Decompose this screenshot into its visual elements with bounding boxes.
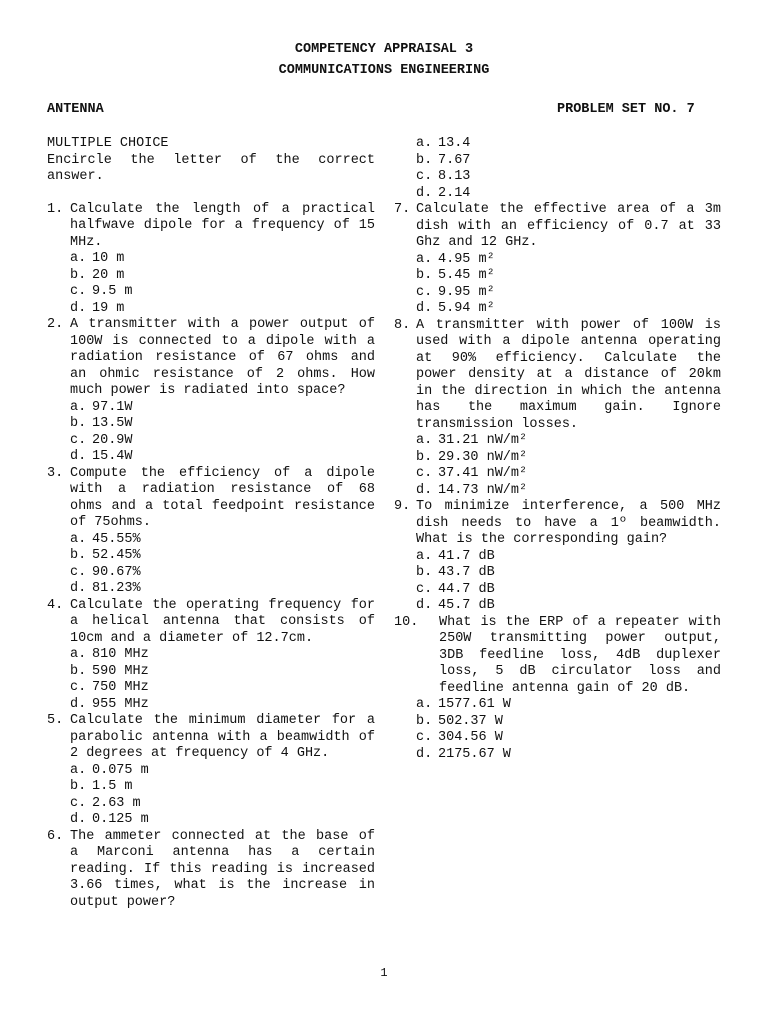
option-text: 304.56 W: [438, 730, 503, 745]
option-text: 19 m: [92, 300, 125, 316]
option-letter: a.: [70, 399, 87, 415]
page-number: 1: [380, 966, 388, 980]
option-letter: c.: [70, 680, 87, 695]
option-text: 1577.61 W: [438, 697, 511, 712]
answer-option: [394, 136, 721, 153]
option-text: 45.7 dB: [438, 598, 495, 613]
option-letter: d.: [70, 812, 87, 827]
option-letter: b.: [416, 268, 433, 283]
document-title: COMPETENCY APPRAISAL 3: [294, 42, 474, 57]
question-text: Calculate the length of a practical halfwave dipole for a frequency of 15 MHz.: [70, 201, 375, 250]
option-text: 2.63 m: [92, 795, 141, 811]
option-text: 2.14: [438, 185, 471, 201]
answer-option: [47, 763, 375, 780]
option-letter: a.: [70, 531, 87, 547]
answer-option: [394, 598, 721, 615]
option-text: 0.075 m: [92, 762, 149, 778]
answer-option: [47, 796, 375, 813]
option-text: 81.23%: [92, 581, 141, 596]
option-letter: c.: [416, 581, 433, 597]
option-text: 502.37 W: [438, 713, 503, 729]
option-letter: a.: [70, 762, 87, 778]
answer-option: [394, 285, 721, 302]
option-text: 15.4W: [92, 449, 133, 464]
option-text: 0.125 m: [92, 812, 149, 827]
answer-option: [394, 450, 721, 467]
answer-option: [394, 565, 721, 582]
answer-option: [394, 268, 721, 285]
question-text: What is the ERP of a repeater with 250W transmitting power output, 3DB feedline loss, 4dB duplexer loss, 5 dB circulator loss and feedline antenna gain of 20 dB.: [439, 614, 721, 696]
option-text: 14.73 nW/m²: [438, 482, 528, 498]
option-letter: d.: [70, 581, 87, 596]
option-text: 45.55%: [92, 531, 141, 547]
question-text: Calculate the effective area of a 3m dish with an efficiency of 0.7 at 33 Ghz and 12 GHz.: [416, 202, 721, 250]
option-letter: c.: [70, 795, 87, 811]
answer-option: [47, 400, 375, 417]
answer-option: [394, 483, 721, 500]
answer-option: [394, 433, 721, 450]
option-text: 44.7 dB: [438, 581, 495, 597]
answer-option: [47, 251, 375, 268]
option-letter: d.: [416, 482, 433, 498]
option-letter: a.: [416, 433, 433, 448]
answer-option: [47, 680, 375, 697]
option-text: 8.13: [438, 169, 471, 184]
question-text: Compute the efficiency of a dipole with a radiation resistance of 68 ohms and a total feedpoint resistance of 75ohms.: [70, 465, 375, 530]
option-text: 2175.67 W: [438, 746, 511, 762]
question-item: [47, 598, 375, 714]
answer-option: [47, 664, 375, 681]
option-text: 29.30 nW/m²: [438, 449, 528, 465]
answer-option: [47, 301, 375, 318]
answer-option: [47, 449, 375, 466]
question-item: [394, 318, 721, 500]
question-item: [394, 202, 721, 318]
option-text: 7.67: [438, 152, 471, 168]
answer-option: [394, 301, 721, 318]
option-letter: b.: [416, 449, 433, 465]
right-questions: [394, 202, 721, 763]
option-letter: d.: [416, 746, 433, 762]
question-number: 5.: [47, 713, 64, 728]
option-letter: c.: [416, 730, 433, 745]
option-text: 20 m: [92, 267, 125, 283]
answer-option: [394, 714, 721, 731]
option-text: 43.7 dB: [438, 565, 495, 580]
intro-instruction: Encircle the letter of the correct answer.: [47, 152, 375, 184]
answer-option: [47, 647, 375, 664]
question-number: 3.: [47, 465, 64, 481]
option-letter: a.: [70, 647, 87, 662]
option-text: 41.7 dB: [438, 548, 495, 564]
answer-option: [394, 697, 721, 714]
option-text: 13.5W: [92, 416, 133, 431]
option-letter: c.: [416, 169, 433, 184]
question-number: 8.: [394, 317, 411, 333]
question-item: [47, 713, 375, 829]
answer-option: [394, 730, 721, 747]
question-number: 1.: [47, 201, 64, 217]
option-text: 20.9W: [92, 432, 133, 448]
option-letter: b.: [70, 548, 87, 563]
left-questions: [47, 202, 375, 912]
question-item: [47, 829, 375, 912]
left-column: [47, 136, 375, 911]
question-number: 7.: [394, 202, 411, 217]
answer-option: [47, 433, 375, 450]
option-text: 31.21 nW/m²: [438, 433, 528, 448]
question-item: [47, 466, 375, 598]
answer-option: [47, 697, 375, 714]
answer-option: [394, 186, 721, 203]
option-text: 5.94 m²: [438, 301, 495, 316]
question-number: 9.: [394, 499, 411, 514]
question-number: 2.: [47, 317, 64, 332]
option-text: 955 MHz: [92, 696, 149, 712]
question-number: 4.: [47, 597, 64, 613]
option-text: 4.95 m²: [438, 251, 495, 267]
question-item: [47, 202, 375, 318]
problem-set-label: PROBLEM SET NO. 7: [557, 102, 695, 117]
option-text: 810 MHz: [92, 647, 149, 662]
option-text: 9.5 m: [92, 284, 133, 299]
option-text: 9.95 m²: [438, 284, 495, 300]
option-letter: d.: [416, 598, 433, 613]
option-text: 37.41 nW/m²: [438, 466, 528, 481]
option-letter: c.: [70, 432, 87, 448]
option-letter: a.: [416, 697, 433, 712]
question-number: 10.: [394, 614, 419, 630]
option-letter: d.: [416, 301, 433, 316]
option-letter: d.: [70, 696, 87, 712]
question-item: [394, 615, 721, 764]
option-letter: c.: [70, 284, 87, 299]
answer-option: [394, 252, 721, 269]
option-text: 590 MHz: [92, 663, 149, 679]
right-column: [394, 136, 721, 763]
option-letter: b.: [70, 416, 87, 431]
question-text: A transmitter with a power output of 100W is connected to a dipole with a radiation resistance of 67 ohms and an ohmic resistance of 2 ohms. How much power is radiated into space?: [70, 317, 375, 398]
option-letter: c.: [70, 564, 87, 580]
option-text: 1.5 m: [92, 779, 133, 794]
answer-option: [394, 747, 721, 764]
option-text: 750 MHz: [92, 680, 149, 695]
question-item: [394, 499, 721, 615]
option-letter: b.: [416, 713, 433, 729]
q6-options: [394, 136, 721, 202]
answer-option: [394, 153, 721, 170]
option-letter: d.: [416, 185, 433, 201]
option-letter: a.: [416, 548, 433, 564]
option-text: 90.67%: [92, 564, 141, 580]
answer-option: [394, 549, 721, 566]
section-topic: ANTENNA: [47, 102, 104, 117]
answer-option: [47, 548, 375, 565]
answer-option: [47, 532, 375, 549]
option-letter: c.: [416, 466, 433, 481]
option-letter: b.: [416, 152, 433, 168]
question-text: To minimize interference, a 500 MHz dish needs to have a 1º beamwidth. What is the corresponding gain?: [416, 499, 721, 547]
answer-option: [394, 169, 721, 186]
document-subtitle: COMMUNICATIONS ENGINEERING: [278, 63, 490, 78]
option-letter: b.: [70, 267, 87, 283]
answer-option: [47, 581, 375, 598]
answer-option: [47, 268, 375, 285]
answer-option: [47, 416, 375, 433]
option-letter: c.: [416, 284, 433, 300]
answer-option: [47, 565, 375, 582]
option-letter: b.: [70, 779, 87, 794]
option-text: 13.4: [438, 136, 471, 151]
option-letter: d.: [70, 300, 87, 316]
intro-title: MULTIPLE CHOICE: [47, 136, 169, 151]
option-letter: d.: [70, 449, 87, 464]
option-text: 10 m: [92, 251, 125, 266]
answer-option: [394, 582, 721, 599]
option-letter: b.: [416, 565, 433, 580]
question-text: A transmitter with power of 100W is used with a dipole antenna operating at 90% efficiency. Calculate the power density at a distance of 20km in the direction in which the antenna has the maximum gain. Ignore transmission losses.: [416, 317, 721, 432]
option-text: 52.45%: [92, 548, 141, 563]
question-text: Calculate the minimum diameter for a parabolic antenna with a beamwidth of 2 degrees at frequency of 4 GHz.: [70, 713, 375, 761]
question-text: Calculate the operating frequency for a helical antenna that consists of 10cm and a diameter of 12.7cm.: [70, 597, 375, 646]
option-letter: a.: [416, 251, 433, 267]
question-text: The ammeter connected at the base of a Marconi antenna has a certain reading. If this reading is increased 3.66 times, what is the increase in output power?: [70, 828, 375, 910]
answer-option: [47, 779, 375, 796]
question-item: [47, 317, 375, 466]
answer-option: [47, 812, 375, 829]
option-letter: a.: [416, 136, 433, 151]
option-letter: b.: [70, 663, 87, 679]
answer-option: [394, 466, 721, 483]
option-letter: a.: [70, 251, 87, 266]
option-text: 97.1W: [92, 399, 133, 415]
option-text: 5.45 m²: [438, 268, 495, 283]
answer-option: [47, 284, 375, 301]
question-number: 6.: [47, 828, 64, 844]
